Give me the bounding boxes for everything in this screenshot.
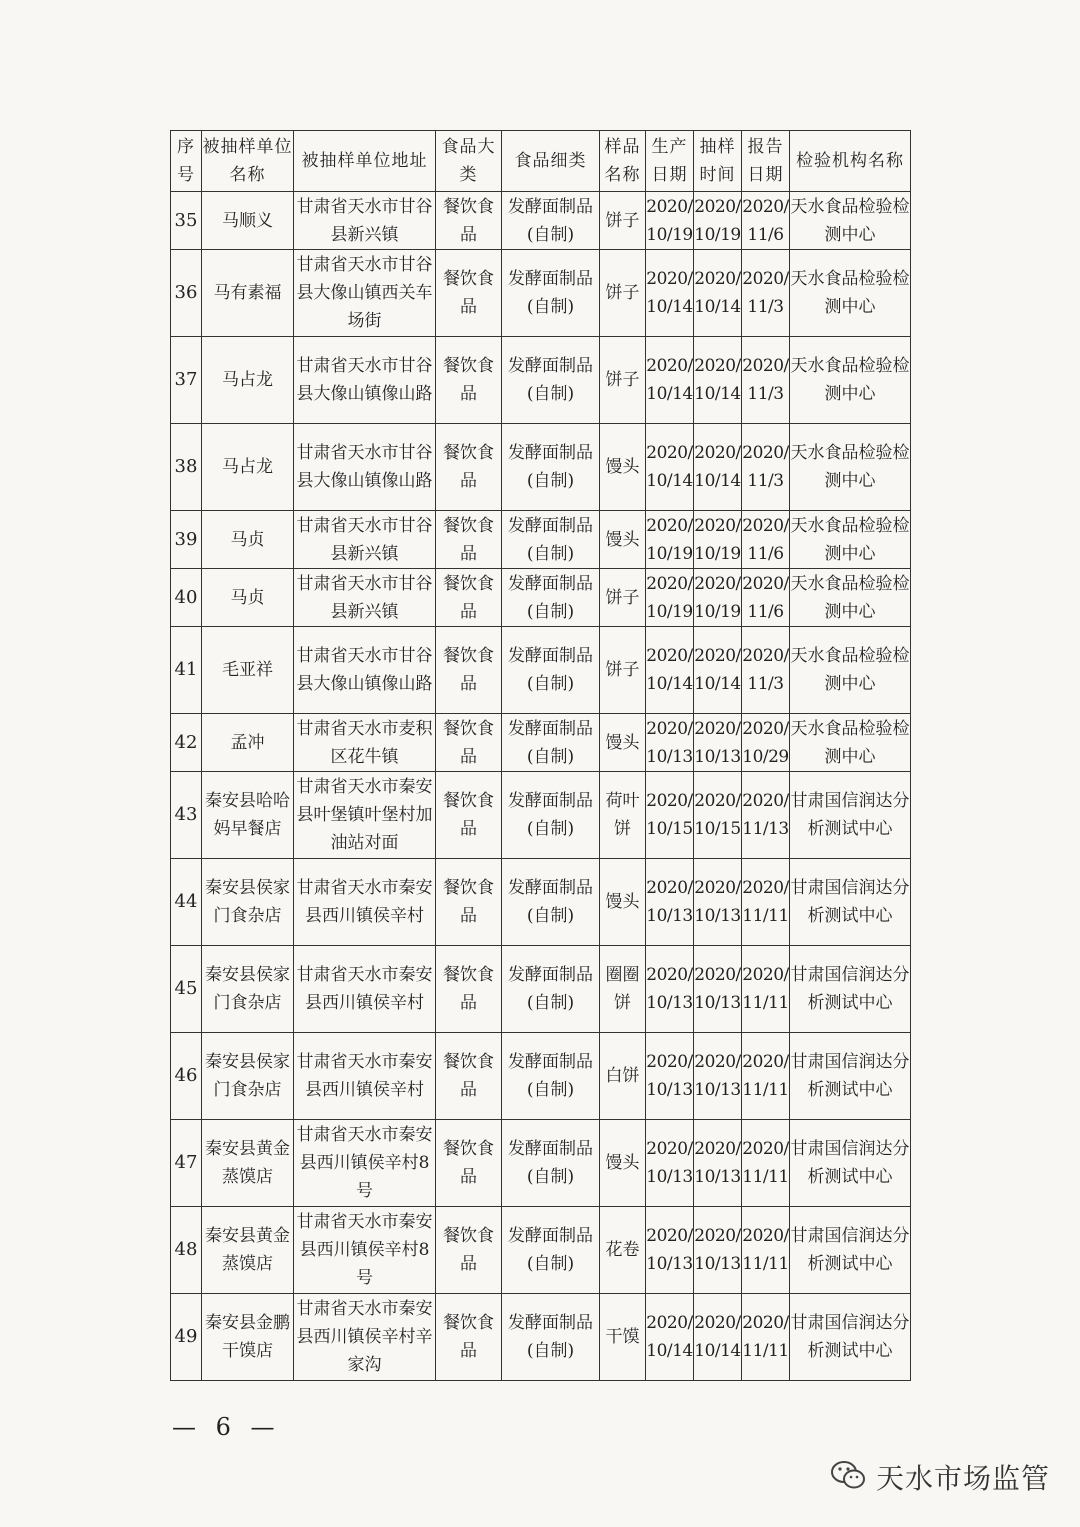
unit-name-cell: 秦安县侯家门食杂店: [202, 946, 294, 1033]
row-seq-cell: 38: [171, 424, 202, 511]
date-year: 2020/: [646, 965, 693, 985]
date-month-day: 10/19: [646, 601, 693, 622]
sampling-date-cell: [694, 424, 742, 511]
unit-address-cell: 甘肃省天水市甘谷县大像山镇像山路: [294, 424, 436, 511]
unit-name-cell: 秦安县侯家门食杂店: [202, 859, 294, 946]
date-month-day: 10/14: [646, 674, 693, 694]
date-year: 2020/: [742, 1052, 789, 1072]
unit-name-cell: 马顺义: [202, 192, 294, 250]
report-date-cell: [742, 569, 790, 627]
wechat-icon: [830, 1460, 866, 1494]
food-category-cell: 餐饮食品: [436, 1294, 502, 1381]
date-year: 2020/: [742, 515, 789, 536]
column-header: 序号: [171, 131, 202, 192]
report-date-cell: [742, 192, 790, 250]
food-category-cell: 餐饮食品: [436, 250, 502, 337]
report-date-cell: [742, 250, 790, 337]
date-year: 2020/: [646, 356, 693, 376]
row-seq-cell: 35: [171, 192, 202, 250]
date-year: 2020/: [742, 646, 789, 666]
sampling-date-cell: [694, 1207, 742, 1294]
date-month-day: 11/6: [747, 601, 784, 622]
production-date-cell: [646, 250, 694, 337]
lab-name-cell: 甘肃国信润达分析测试中心: [790, 1207, 911, 1294]
date-month-day: 10/15: [694, 819, 741, 839]
date-year: 2020/: [694, 515, 741, 536]
date-month-day: 10/14: [694, 1341, 741, 1361]
food-subcategory-cell: 发酵面制品(自制): [502, 772, 600, 859]
unit-address-cell: 甘肃省天水市秦安县西川镇侯辛村8号: [294, 1207, 436, 1294]
lab-name-cell: 天水食品检验检测中心: [790, 250, 911, 337]
sampling-date-cell: [694, 946, 742, 1033]
table-row: [171, 1120, 911, 1207]
lab-name-cell: 天水食品检验检测中心: [790, 714, 911, 772]
unit-address-cell: 甘肃省天水市秦安县西川镇侯辛村: [294, 946, 436, 1033]
date-year: 2020/: [694, 718, 741, 739]
unit-address-cell: 甘肃省天水市秦安县西川镇侯辛村: [294, 1033, 436, 1120]
page-number: — 6 —: [172, 1413, 281, 1441]
date-month-day: 10/13: [646, 1167, 693, 1187]
table-row: [171, 424, 911, 511]
date-month-day: 11/11: [742, 1254, 789, 1274]
date-year: 2020/: [646, 718, 693, 739]
sampling-date-cell: [694, 859, 742, 946]
sampling-date-cell: [694, 1294, 742, 1381]
lab-name-cell: 甘肃国信润达分析测试中心: [790, 859, 911, 946]
unit-address-cell: 甘肃省天水市甘谷县新兴镇: [294, 192, 436, 250]
sample-name-cell: 圈圈饼: [600, 946, 646, 1033]
sampling-date-cell: [694, 772, 742, 859]
table-row: [171, 569, 911, 627]
unit-name-cell: 秦安县黄金蒸馍店: [202, 1120, 294, 1207]
food-subcategory-cell: 发酵面制品(自制): [502, 1120, 600, 1207]
food-subcategory-cell: 发酵面制品(自制): [502, 946, 600, 1033]
table-header: [171, 131, 911, 192]
column-header: 食品细类: [502, 131, 600, 192]
unit-address-cell: 甘肃省天水市甘谷县大像山镇西关车场街: [294, 250, 436, 337]
report-date-cell: [742, 627, 790, 714]
unit-address-cell: 甘肃省天水市秦安县西川镇侯辛村8号: [294, 1120, 436, 1207]
sample-name-cell: 饼子: [600, 569, 646, 627]
unit-name-cell: 马占龙: [202, 337, 294, 424]
date-month-day: 10/13: [694, 1254, 741, 1274]
food-subcategory-cell: 发酵面制品(自制): [502, 424, 600, 511]
date-year: 2020/: [646, 878, 693, 898]
unit-address-cell: 甘肃省天水市甘谷县新兴镇: [294, 569, 436, 627]
unit-address-cell: 甘肃省天水市秦安县叶堡镇叶堡村加油站对面: [294, 772, 436, 859]
table-row: [171, 1033, 911, 1120]
date-year: 2020/: [742, 196, 789, 217]
date-month-day: 10/13: [694, 1080, 741, 1100]
unit-name-cell: 秦安县黄金蒸馍店: [202, 1207, 294, 1294]
date-month-day: 11/3: [747, 297, 784, 317]
date-month-day: 10/19: [694, 601, 741, 622]
date-month-day: 11/3: [747, 471, 784, 491]
report-date-cell: [742, 1207, 790, 1294]
date-month-day: 10/14: [646, 471, 693, 491]
row-seq-cell: 47: [171, 1120, 202, 1207]
lab-name-cell: 甘肃国信润达分析测试中心: [790, 772, 911, 859]
date-year: 2020/: [742, 356, 789, 376]
report-date-cell: [742, 424, 790, 511]
food-category-cell: 餐饮食品: [436, 859, 502, 946]
date-year: 2020/: [694, 196, 741, 217]
sampling-date-cell: [694, 1120, 742, 1207]
column-header: 抽样时间: [694, 131, 742, 192]
report-date-cell: [742, 946, 790, 1033]
date-year: 2020/: [694, 1226, 741, 1246]
date-year: 2020/: [694, 1052, 741, 1072]
unit-address-cell: 甘肃省天水市甘谷县大像山镇像山路: [294, 337, 436, 424]
row-seq-cell: 40: [171, 569, 202, 627]
food-subcategory-cell: 发酵面制品(自制): [502, 192, 600, 250]
unit-name-cell: 马有素福: [202, 250, 294, 337]
sampling-date-cell: [694, 569, 742, 627]
food-subcategory-cell: 发酵面制品(自制): [502, 1207, 600, 1294]
table-row: [171, 627, 911, 714]
date-year: 2020/: [646, 269, 693, 289]
report-date-cell: [742, 1033, 790, 1120]
date-year: 2020/: [646, 1052, 693, 1072]
sampling-date-cell: [694, 337, 742, 424]
unit-name-cell: 马贞: [202, 569, 294, 627]
date-year: 2020/: [742, 1139, 789, 1159]
production-date-cell: [646, 772, 694, 859]
lab-name-cell: 甘肃国信润达分析测试中心: [790, 1120, 911, 1207]
date-month-day: 11/3: [747, 674, 784, 694]
food-subcategory-cell: 发酵面制品(自制): [502, 627, 600, 714]
row-seq-cell: 41: [171, 627, 202, 714]
date-year: 2020/: [742, 1313, 789, 1333]
date-month-day: 11/11: [742, 993, 789, 1013]
date-year: 2020/: [646, 196, 693, 217]
food-category-cell: 餐饮食品: [436, 1207, 502, 1294]
date-month-day: 10/14: [646, 297, 693, 317]
date-month-day: 11/11: [742, 1167, 789, 1187]
lab-name-cell: 天水食品检验检测中心: [790, 511, 911, 569]
food-subcategory-cell: 发酵面制品(自制): [502, 1033, 600, 1120]
date-month-day: 10/19: [646, 224, 693, 245]
date-month-day: 10/13: [646, 906, 693, 926]
date-month-day: 11/13: [742, 819, 789, 839]
column-header: 食品大类: [436, 131, 502, 192]
row-seq-cell: 46: [171, 1033, 202, 1120]
table-row: [171, 192, 911, 250]
sample-name-cell: 花卷: [600, 1207, 646, 1294]
column-header: 被抽样单位地址: [294, 131, 436, 192]
food-category-cell: 餐饮食品: [436, 772, 502, 859]
report-date-cell: [742, 859, 790, 946]
date-year: 2020/: [646, 573, 693, 594]
food-category-cell: 餐饮食品: [436, 511, 502, 569]
production-date-cell: [646, 859, 694, 946]
column-header: 样品名称: [600, 131, 646, 192]
date-year: 2020/: [742, 573, 789, 594]
table-row: [171, 250, 911, 337]
production-date-cell: [646, 714, 694, 772]
food-category-cell: 餐饮食品: [436, 1033, 502, 1120]
date-month-day: 10/13: [694, 746, 741, 767]
lab-name-cell: 天水食品检验检测中心: [790, 424, 911, 511]
unit-address-cell: 甘肃省天水市麦积区花牛镇: [294, 714, 436, 772]
report-date-cell: [742, 772, 790, 859]
unit-address-cell: 甘肃省天水市秦安县西川镇侯辛村辛家沟: [294, 1294, 436, 1381]
sampling-results-table: [170, 130, 911, 1381]
date-month-day: 10/13: [694, 906, 741, 926]
row-seq-cell: 37: [171, 337, 202, 424]
date-month-day: 10/13: [646, 1254, 693, 1274]
date-month-day: 10/13: [646, 1080, 693, 1100]
unit-address-cell: 甘肃省天水市甘谷县新兴镇: [294, 511, 436, 569]
sample-name-cell: 饼子: [600, 337, 646, 424]
unit-name-cell: 马占龙: [202, 424, 294, 511]
sample-name-cell: 馒头: [600, 714, 646, 772]
date-year: 2020/: [742, 718, 789, 739]
report-date-cell: [742, 1120, 790, 1207]
table-row: [171, 337, 911, 424]
table-row: [171, 1207, 911, 1294]
date-year: 2020/: [694, 356, 741, 376]
production-date-cell: [646, 1294, 694, 1381]
date-month-day: 10/14: [646, 1341, 693, 1361]
date-year: 2020/: [646, 791, 693, 811]
table-row: [171, 511, 911, 569]
date-year: 2020/: [646, 515, 693, 536]
date-month-day: 10/13: [646, 993, 693, 1013]
food-subcategory-cell: 发酵面制品(自制): [502, 337, 600, 424]
sample-name-cell: 干馍: [600, 1294, 646, 1381]
food-subcategory-cell: 发酵面制品(自制): [502, 511, 600, 569]
food-category-cell: 餐饮食品: [436, 1120, 502, 1207]
unit-address-cell: 甘肃省天水市甘谷县大像山镇像山路: [294, 627, 436, 714]
lab-name-cell: 天水食品检验检测中心: [790, 337, 911, 424]
production-date-cell: [646, 337, 694, 424]
date-year: 2020/: [694, 1313, 741, 1333]
food-subcategory-cell: 发酵面制品(自制): [502, 569, 600, 627]
date-year: 2020/: [694, 878, 741, 898]
food-category-cell: 餐饮食品: [436, 192, 502, 250]
row-seq-cell: 42: [171, 714, 202, 772]
date-month-day: 10/13: [646, 746, 693, 767]
table-row: [171, 1294, 911, 1381]
column-header: 被抽样单位名称: [202, 131, 294, 192]
date-year: 2020/: [742, 965, 789, 985]
date-year: 2020/: [694, 646, 741, 666]
date-month-day: 10/14: [646, 384, 693, 404]
date-year: 2020/: [646, 1313, 693, 1333]
sample-name-cell: 馒头: [600, 511, 646, 569]
lab-name-cell: 甘肃国信润达分析测试中心: [790, 1033, 911, 1120]
sample-name-cell: 馒头: [600, 1120, 646, 1207]
date-year: 2020/: [694, 269, 741, 289]
unit-name-cell: 秦安县哈哈妈早餐店: [202, 772, 294, 859]
date-month-day: 10/15: [646, 819, 693, 839]
lab-name-cell: 天水食品检验检测中心: [790, 627, 911, 714]
sample-name-cell: 饼子: [600, 627, 646, 714]
lab-name-cell: 甘肃国信润达分析测试中心: [790, 1294, 911, 1381]
production-date-cell: [646, 1120, 694, 1207]
food-category-cell: 餐饮食品: [436, 714, 502, 772]
date-year: 2020/: [742, 791, 789, 811]
row-seq-cell: 44: [171, 859, 202, 946]
date-month-day: 11/6: [747, 224, 784, 245]
row-seq-cell: 39: [171, 511, 202, 569]
food-subcategory-cell: 发酵面制品(自制): [502, 859, 600, 946]
production-date-cell: [646, 511, 694, 569]
date-year: 2020/: [694, 791, 741, 811]
date-year: 2020/: [742, 1226, 789, 1246]
wechat-watermark: [830, 1455, 1050, 1499]
production-date-cell: [646, 627, 694, 714]
sample-name-cell: 饼子: [600, 192, 646, 250]
unit-name-cell: 毛亚祥: [202, 627, 294, 714]
header-row: [171, 131, 911, 192]
date-month-day: 10/29: [742, 746, 789, 767]
date-year: 2020/: [694, 965, 741, 985]
date-month-day: 11/6: [747, 543, 784, 564]
column-header: 检验机构名称: [790, 131, 911, 192]
table-row: [171, 946, 911, 1033]
date-month-day: 10/14: [694, 297, 741, 317]
food-category-cell: 餐饮食品: [436, 946, 502, 1033]
date-month-day: 10/14: [694, 471, 741, 491]
sample-name-cell: 馒头: [600, 859, 646, 946]
table-body: [171, 192, 911, 1381]
date-month-day: 10/14: [694, 384, 741, 404]
date-year: 2020/: [742, 443, 789, 463]
row-seq-cell: 45: [171, 946, 202, 1033]
lab-name-cell: 天水食品检验检测中心: [790, 192, 911, 250]
food-subcategory-cell: 发酵面制品(自制): [502, 714, 600, 772]
sampling-date-cell: [694, 511, 742, 569]
date-month-day: 10/19: [646, 543, 693, 564]
unit-name-cell: 秦安县侯家门食杂店: [202, 1033, 294, 1120]
unit-name-cell: 秦安县金鹏干馍店: [202, 1294, 294, 1381]
sample-name-cell: 馒头: [600, 424, 646, 511]
table-row: [171, 859, 911, 946]
unit-name-cell: 孟冲: [202, 714, 294, 772]
row-seq-cell: 48: [171, 1207, 202, 1294]
date-year: 2020/: [742, 269, 789, 289]
date-month-day: 10/13: [694, 993, 741, 1013]
row-seq-cell: 43: [171, 772, 202, 859]
food-subcategory-cell: 发酵面制品(自制): [502, 1294, 600, 1381]
report-date-cell: [742, 1294, 790, 1381]
production-date-cell: [646, 192, 694, 250]
sample-name-cell: 白饼: [600, 1033, 646, 1120]
sampling-date-cell: [694, 1033, 742, 1120]
date-month-day: 11/3: [747, 384, 784, 404]
date-year: 2020/: [646, 1226, 693, 1246]
sampling-date-cell: [694, 627, 742, 714]
date-year: 2020/: [646, 646, 693, 666]
report-date-cell: [742, 511, 790, 569]
column-header: 报告日期: [742, 131, 790, 192]
unit-address-cell: 甘肃省天水市秦安县西川镇侯辛村: [294, 859, 436, 946]
date-month-day: 10/19: [694, 224, 741, 245]
report-date-cell: [742, 714, 790, 772]
production-date-cell: [646, 1207, 694, 1294]
production-date-cell: [646, 569, 694, 627]
production-date-cell: [646, 424, 694, 511]
date-month-day: 10/19: [694, 543, 741, 564]
sampling-date-cell: [694, 250, 742, 337]
date-year: 2020/: [694, 573, 741, 594]
food-subcategory-cell: 发酵面制品(自制): [502, 250, 600, 337]
production-date-cell: [646, 1033, 694, 1120]
report-date-cell: [742, 337, 790, 424]
date-month-day: 10/13: [694, 1167, 741, 1187]
date-year: 2020/: [646, 1139, 693, 1159]
food-category-cell: 餐饮食品: [436, 337, 502, 424]
date-year: 2020/: [646, 443, 693, 463]
table-row: [171, 714, 911, 772]
production-date-cell: [646, 946, 694, 1033]
table-row: [171, 772, 911, 859]
date-year: 2020/: [694, 1139, 741, 1159]
date-month-day: 11/11: [742, 906, 789, 926]
date-year: 2020/: [742, 878, 789, 898]
date-month-day: 11/11: [742, 1341, 789, 1361]
food-category-cell: 餐饮食品: [436, 569, 502, 627]
sampling-date-cell: [694, 192, 742, 250]
row-seq-cell: 49: [171, 1294, 202, 1381]
unit-name-cell: 马贞: [202, 511, 294, 569]
lab-name-cell: 天水食品检验检测中心: [790, 569, 911, 627]
column-header: 生产日期: [646, 131, 694, 192]
watermark-text: 天水市场监管: [876, 1462, 1051, 1495]
sample-name-cell: 饼子: [600, 250, 646, 337]
food-category-cell: 餐饮食品: [436, 627, 502, 714]
date-month-day: 10/14: [694, 674, 741, 694]
date-month-day: 11/11: [742, 1080, 789, 1100]
sampling-date-cell: [694, 714, 742, 772]
lab-name-cell: 甘肃国信润达分析测试中心: [790, 946, 911, 1033]
date-year: 2020/: [694, 443, 741, 463]
row-seq-cell: 36: [171, 250, 202, 337]
sample-name-cell: 荷叶饼: [600, 772, 646, 859]
food-category-cell: 餐饮食品: [436, 424, 502, 511]
